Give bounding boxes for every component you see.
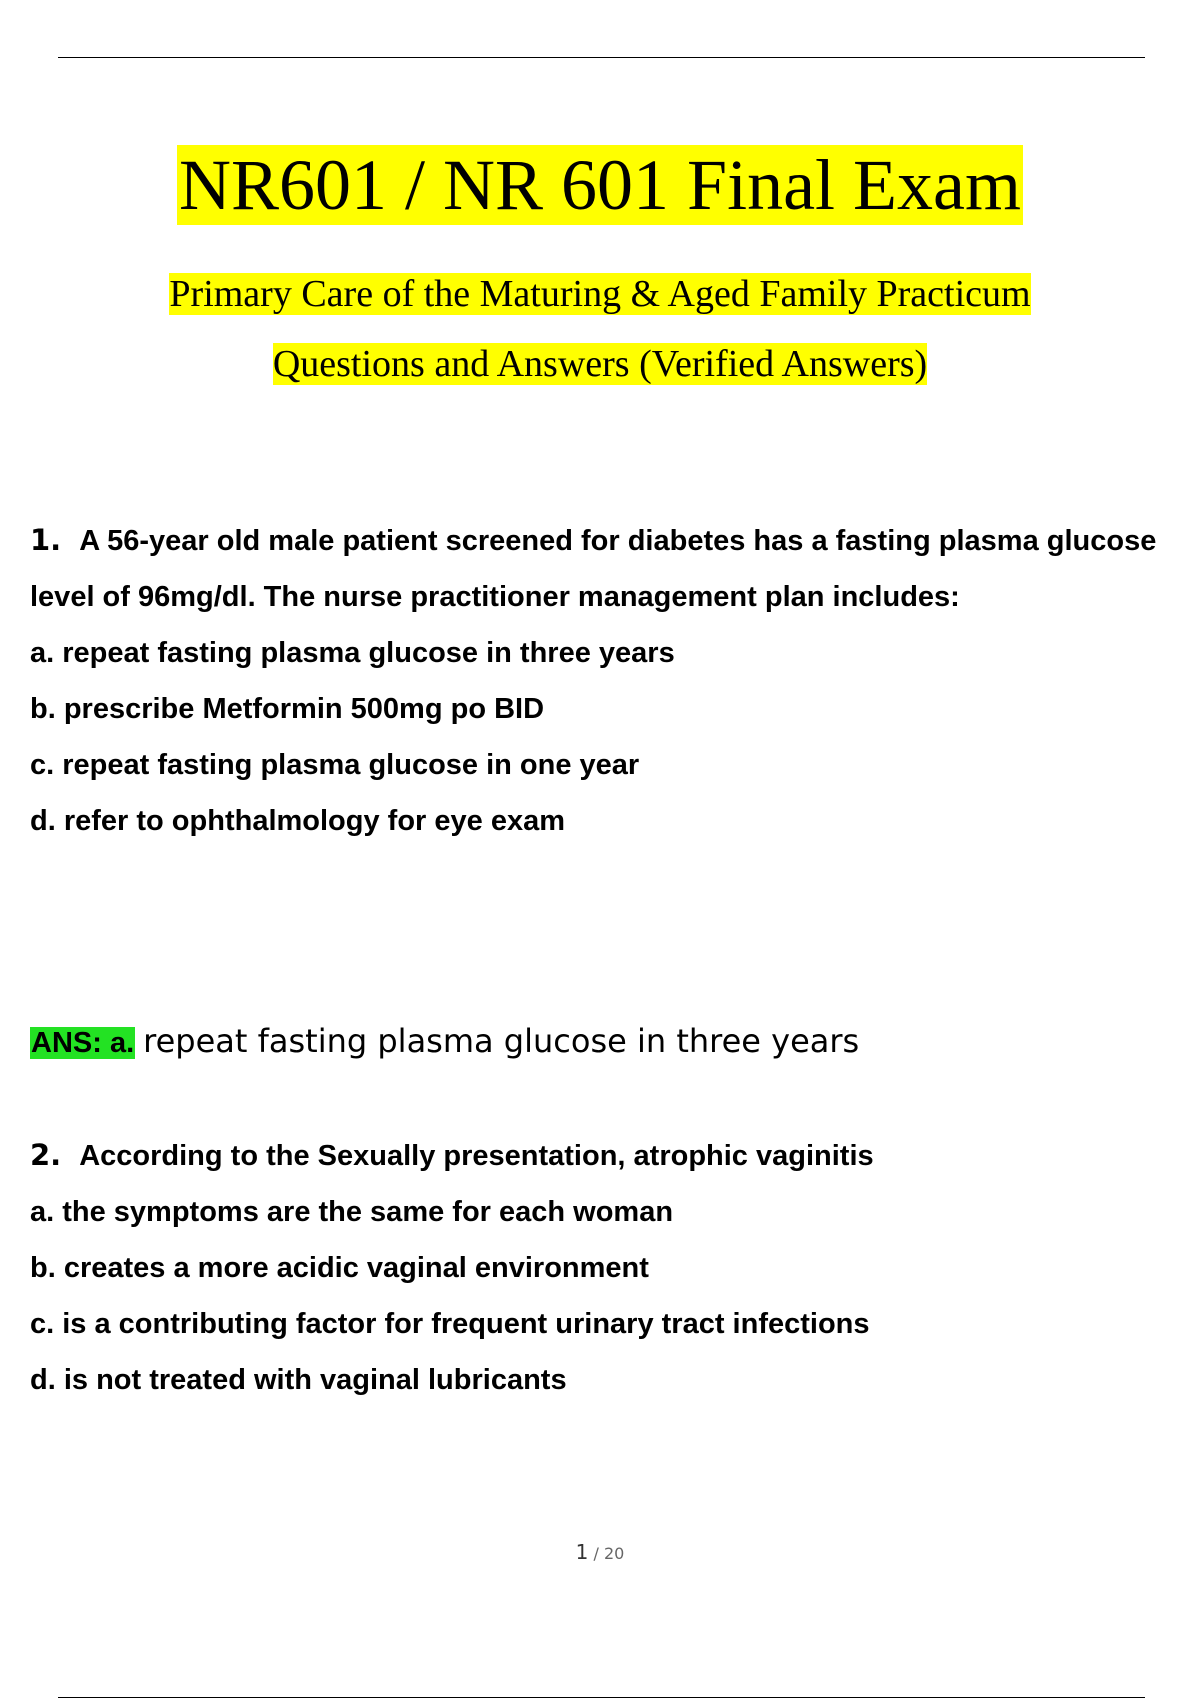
question-1-option-a: a. repeat fasting plasma glucose in three years xyxy=(30,637,675,669)
document-title: NR601 / NR 601 Final Exam xyxy=(179,145,1021,225)
question-2 xyxy=(30,1127,1170,1408)
question-1-stem: A 56-year old male patient screened for diabetes has a fasting plasma glucose level of 96mg/dl. The nurse practitioner management plan includes: xyxy=(30,525,1157,613)
page-number xyxy=(0,1540,1200,1564)
question-1 xyxy=(30,512,1170,849)
question-1-stem-wrapper xyxy=(30,512,1170,625)
question-1-option-b: b. prescribe Metformin 500mg po BID xyxy=(30,693,545,725)
question-2-stem-wrapper xyxy=(30,1127,1170,1184)
question-2-number: 2. xyxy=(30,1138,62,1172)
page-total: / 20 xyxy=(593,1544,625,1563)
page-current: 1 xyxy=(575,1540,589,1564)
top-divider xyxy=(58,57,1145,58)
subtitle-line-2-wrapper xyxy=(0,338,1200,390)
question-1-option-d: d. refer to ophthalmology for eye exam xyxy=(30,805,565,837)
subtitle-line-2: Questions and Answers (Verified Answers) xyxy=(272,343,928,385)
answer-text: repeat fasting plasma glucose in three years xyxy=(143,1022,860,1060)
question-2-option-d: d. is not treated with vaginal lubricants xyxy=(30,1364,567,1396)
document-title-wrapper xyxy=(0,140,1200,230)
question-1-number: 1. xyxy=(30,523,62,557)
question-2-option-a: a. the symptoms are the same for each woman xyxy=(30,1196,674,1228)
question-1-option-c: c. repeat fasting plasma glucose in one year xyxy=(30,749,640,781)
subtitle-line-1-wrapper xyxy=(0,268,1200,320)
question-1-answer xyxy=(30,1015,859,1074)
bottom-divider xyxy=(58,1697,1145,1698)
question-2-stem: According to the Sexually presentation, atrophic vaginitis xyxy=(79,1140,874,1172)
answer-label: ANS: a. xyxy=(31,1027,135,1059)
question-2-option-c: c. is a contributing factor for frequent urinary tract infections xyxy=(30,1308,870,1340)
question-2-option-b: b. creates a more acidic vaginal environment xyxy=(30,1252,649,1284)
subtitle-line-1: Primary Care of the Maturing & Aged Family Practicum xyxy=(169,273,1031,315)
